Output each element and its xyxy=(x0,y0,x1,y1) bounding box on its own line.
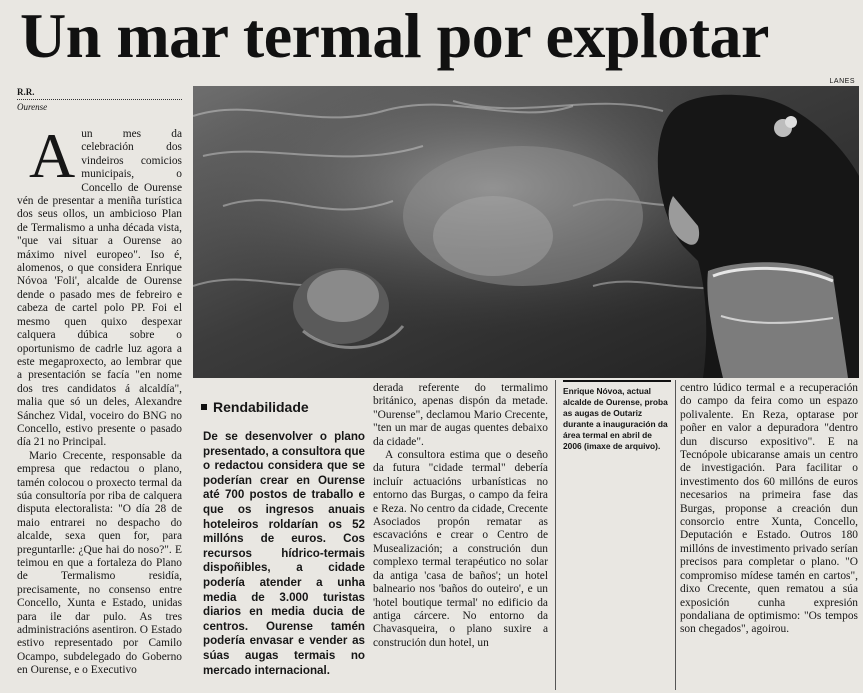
byline xyxy=(17,87,182,113)
headline: Un mar termal por explotar xyxy=(20,0,769,71)
col1-paragraph: un mes da celebración dos vindeiros comicios municipais, o Concello de Ourense vén de presentar a meniña turística dos seus ollos, un ambicioso Plan de Termalismo a unha década vista, "que vai situar a Ourense ao máximo nivel europeo". Iso é, alomenos, o que considera Enrique Nóvoa 'Foli', alcalde de Ourense dende o pasado mes de febreiro e cabeza de cartel polo PP. Foi el mesmo quen quixo despexar calquera dúbica sobre o oportunismo de cadrle luz agora a este megaproxecto, ao lembrar que a presentación se facía "en nome dos tres candidatos á alcaldía", malia que só un deles, Alexandre Sánchez Vidal, voceiro do BNG no Concello, estivo presente o pasado día 21 no Principal. xyxy=(17,128,182,449)
column-1 xyxy=(17,120,182,678)
bullet-square-icon xyxy=(201,404,207,410)
section-title: Rendabilidade xyxy=(213,399,309,415)
col4-paragraph: centro lúdico termal e a recuperación do campo da feira como un espazo polivalente. En Reza, optarase por poñer en valor a depuradora "dentro dun discurso expositivo". E na Tecnópole ubicaranse amais un centro de investigación. Para facilitar o investimento dos 60 millóns de euros necesarios na primeira fase das Burgas, proponse a creación dun consorcio entre Xunta, Concello, Deputación e Estado. Outros 180 millóns de investimento privado serían precisos para completar o plano. "O compromiso mídese tamén en cartos", dixo Crecente, quen rematou a súa exposición cunha expresión pondaliana de optimismo: "Os tempos son chegados", agoirou. xyxy=(680,382,858,636)
photo-credit: LANES xyxy=(829,78,855,85)
article-photo xyxy=(193,86,859,378)
column-3 xyxy=(373,382,548,650)
column-4 xyxy=(680,382,858,637)
column-divider xyxy=(555,380,556,690)
photo-caption: Enrique Nóvoa, actual alcalde de Ourense, proba as augas de Outariz durante a inauguración da área termal en abril de 2006 (imaxe de arquivo). xyxy=(563,380,671,452)
col3-paragraph: A consultora estima que o deseño da futura "cidade termal" debería incluír actuacións urbanísticas no entorno das Burgas, o campo da feira e Reza. No centro da cidade, Crecente Asociados propón rematar as escavacións e crear o Centro de Musealización; a construción dun complexo termal terapéutico no solar da antiga 'casa de baños'; un hotel balneario nos 'baños do outeiro', e un 'hotel boutique termal' no edificio da antiga cárcere. No entorno da Chavasqueira, o plano suxire a construción dun hotel, un xyxy=(373,449,548,649)
byline-author: R.R. xyxy=(17,87,35,97)
column-divider xyxy=(675,380,676,690)
drop-cap: A xyxy=(29,120,76,191)
section-heading xyxy=(201,398,365,416)
photo-water-bath-illustration xyxy=(193,86,859,378)
col1-paragraph: Mario Crecente, responsable da empresa que redactou o plano, tamén colocou o proxecto termal da súa consultoría por riba de calquera disputa electoralista: "O día 28 de maio entrarei no despacho do alcalde, sexa quen for, para preguntarlle: ¿Que hai do noso?". E teimou en que a fortaleza do Plano de Termalismo residía, precisamente, no consenso entre Concello, Xunta e Estado, unidas para ile dar pulo. As tres administracións asentiron. O Estado estivo representado por Camilo Ocampo, subdelegado do Goberno en Ourense, e o Executivo xyxy=(17,449,182,677)
column-2 xyxy=(197,388,365,678)
section-lead: De se desenvolver o plano presentado, a consultora que o redactou considera que se poderían crear en Ourense até 700 postos de traballo e que os ingresos anuais hoteleiros roldarían os 52 millóns de euros. Cos recursos hídrico-termais dispoñibles, a cidade podería atender a unha media de 3.000 turistas diarios en media ducia de centros. Ourense tamén podería envasar e vender as súas augas termais no mercado internacional. xyxy=(203,430,365,677)
byline-rule xyxy=(17,99,182,100)
byline-place: Ourense xyxy=(17,102,48,112)
col3-paragraph: derada referente do termalimo británico, apenas dispón da metade. "Ourense", declamou Mario Crecente, "ten un mar de augas quentes debaixo da cidade". xyxy=(373,382,548,448)
